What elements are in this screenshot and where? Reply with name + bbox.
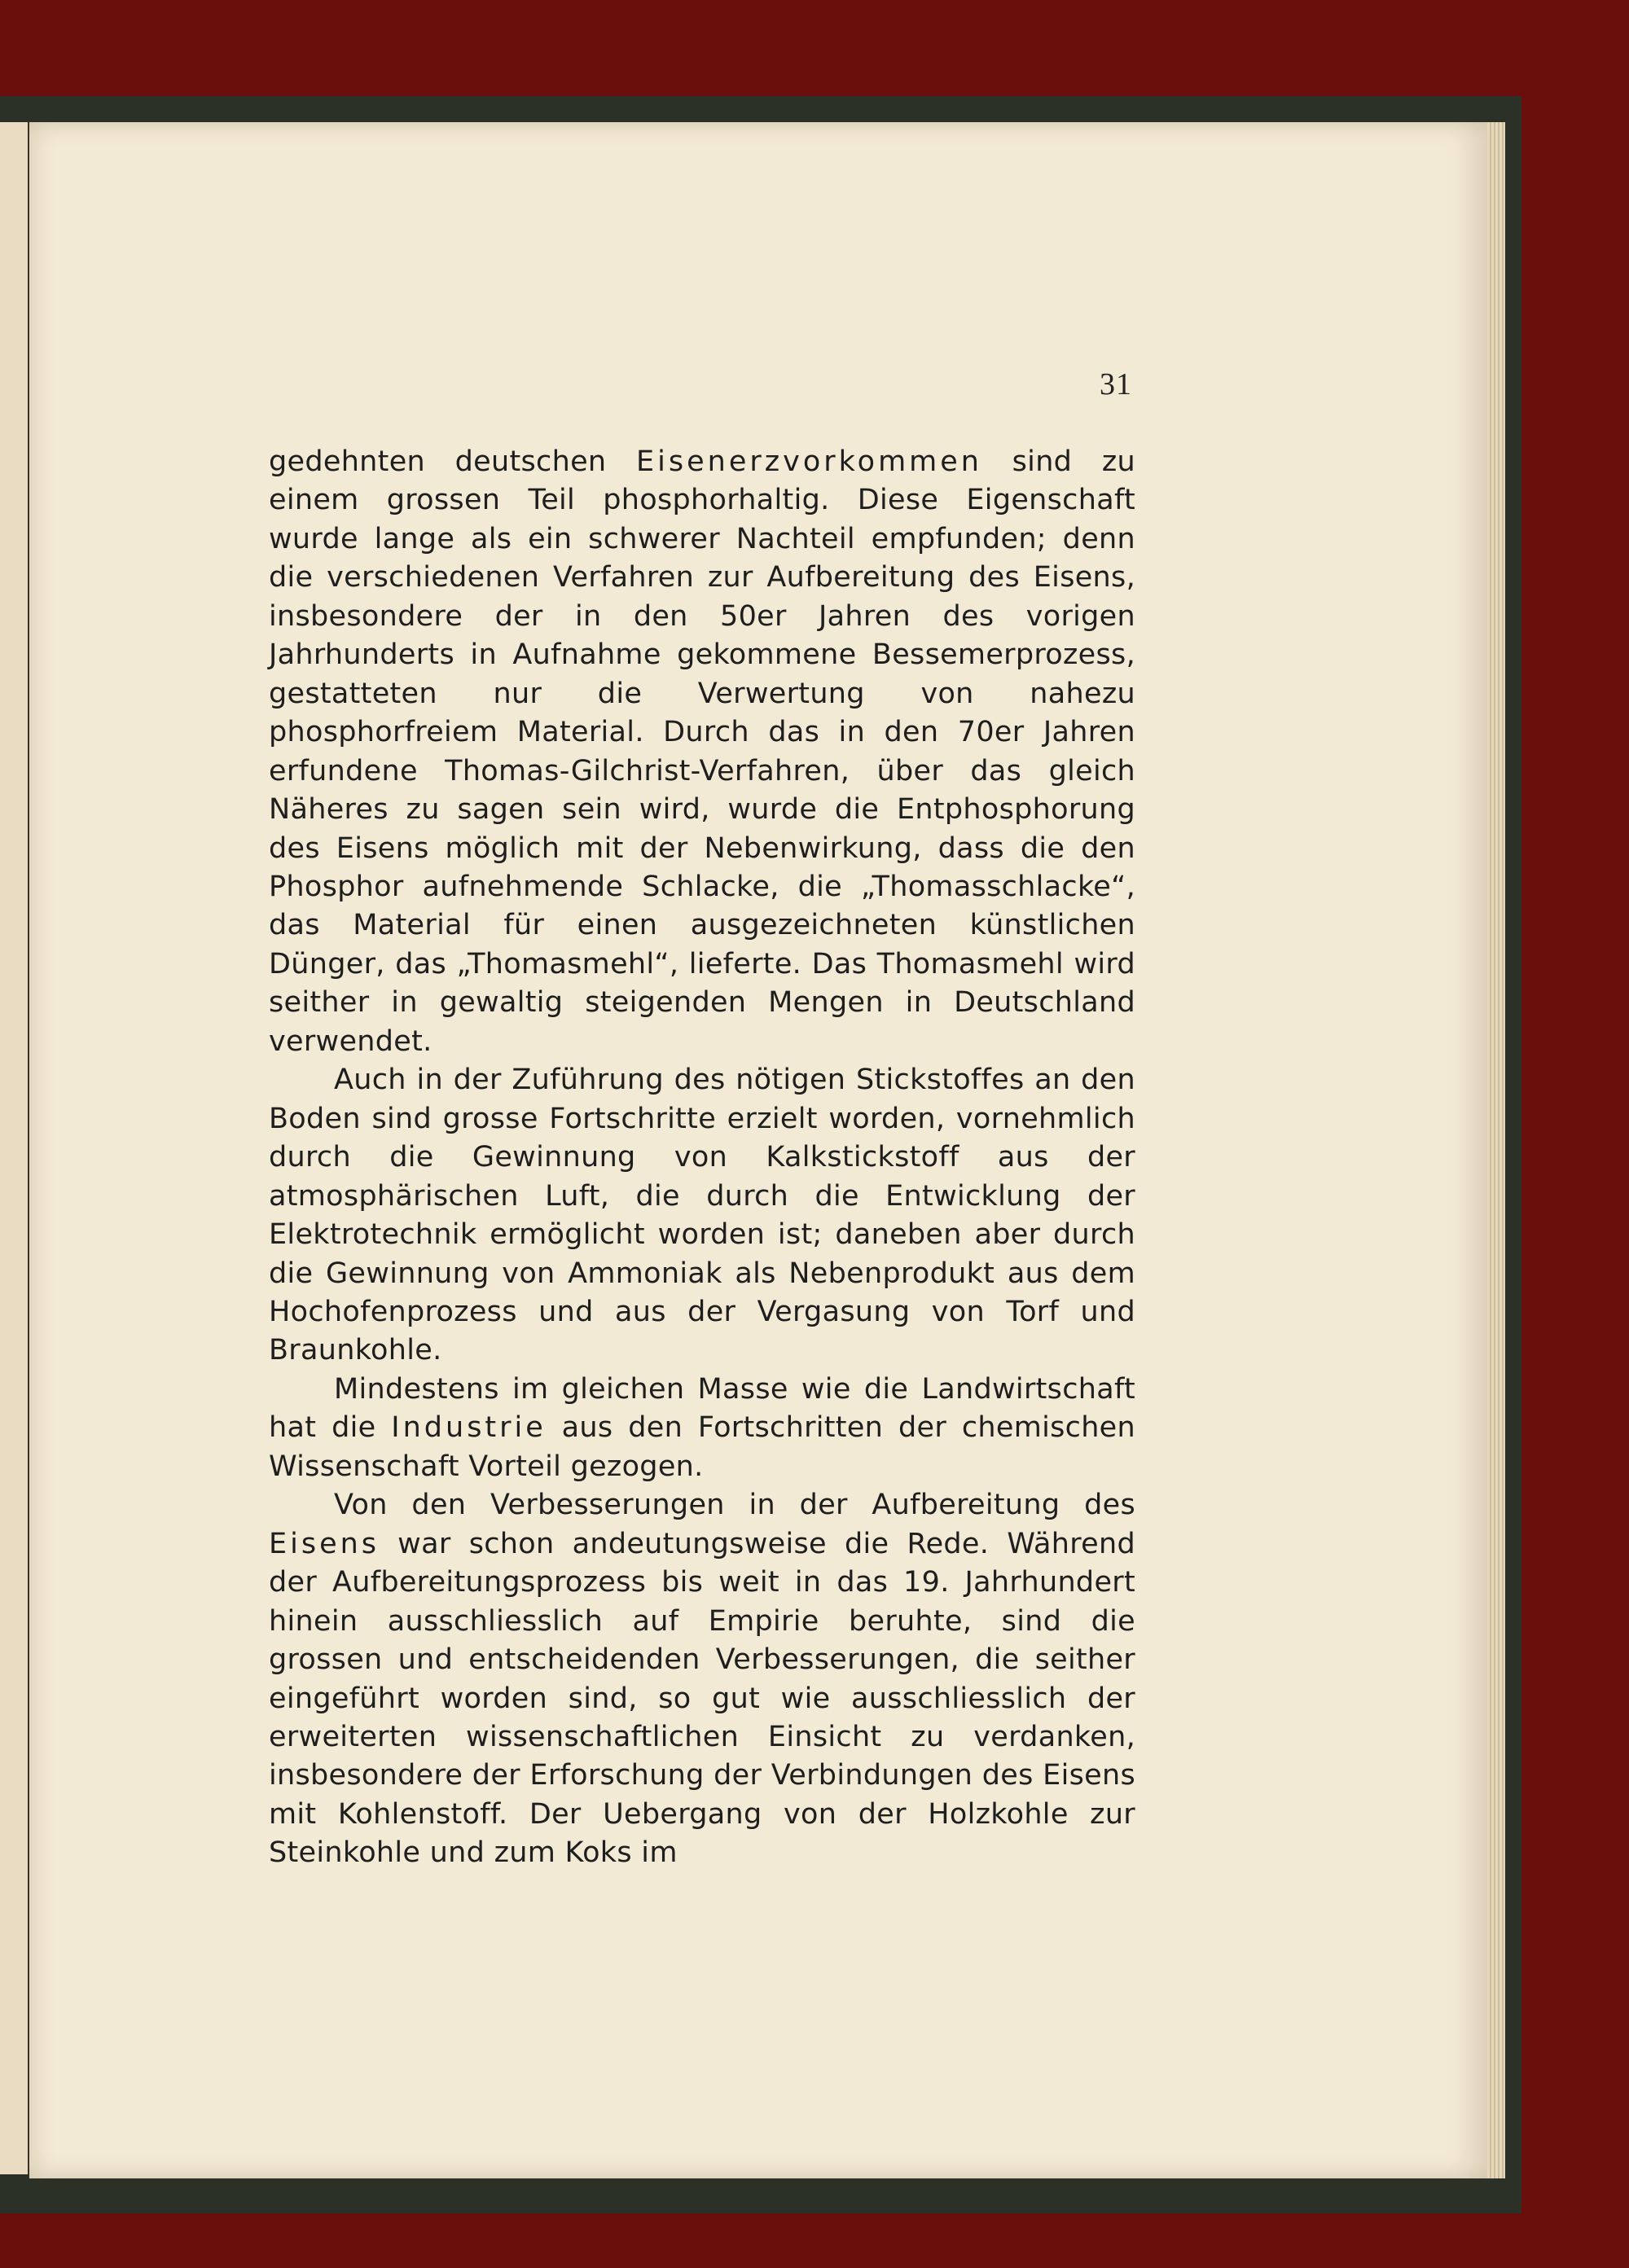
paragraph-3: Mindestens im gleichen Masse wie die Landwirtschaft hat die Industrie aus den Fortschritten der chemischen Wissenschaft Vorteil gezogen. <box>269 1372 1135 1483</box>
paragraph-4: Von den Verbesserungen in der Aufbereitung des Eisens war schon andeutungsweise die Rede. Während der Aufbereitungsprozess bis weit in das 19. Jahrhundert hinein ausschliesslich auf Empirie beruhte, sind die grossen und entscheidenden Verbesserungen, die seither eingeführt worden sind, so gut wie ausschliesslich der erweiterten wissenschaftlichen Einsicht zu verdanken, insbesondere der Erforschung der Verbindungen des Eisens mit Kohlenstoff. Der Uebergang von der Holzkohle zur Steinkohle und zum Koks im <box>269 1489 1135 1870</box>
emphasis-spaced: Eisenerzvorkommen <box>636 445 982 478</box>
emphasis-spaced: Eisens <box>269 1527 380 1560</box>
emphasis-spaced: Industrie <box>391 1411 547 1445</box>
facing-page-edge <box>0 122 30 2174</box>
paragraph-2: Auch in der Zuführung des nötigen Stickstoffes an den Boden sind grosse Fortschritte erzielt worden, vornehmlich durch die Gewinnung von Kalkstickstoff aus der atmosphärischen Luft, die durch die Entwicklung der Elektrotechnik ermöglicht worden ist; daneben aber durch die Gewinnung von Ammoniak als Nebenprodukt aus dem Hochofenprozess und aus der Vergasung von Torf und Braunkohle. <box>269 1064 1135 1367</box>
page-stack-edge <box>1487 122 1505 2178</box>
page-number: 31 <box>1100 367 1132 401</box>
paragraph-1: gedehnten deutschen Eisenerzvorkommen sind zu einem grossen Teil phosphorhaltig. Diese Eigenschaft wurde lange als ein schwerer Nachteil empfunden; denn die verschiedenen Verfahren zur Aufbereitung des Eisens, insbesondere der in den 50er Jahren des vorigen Jahrhunderts in Aufnahme gekommene Bessemerprozess, gestatteten nur die Verwertung von nahezu phosphorfreiem Material. Durch das in den 70er Jahren erfundene Thomas-Gilchrist-Verfahren, über das gleich Näheres zu sagen sein wird, wurde die Entphosphorung des Eisens möglich mit der Nebenwirkung, dass die den Phosphor aufnehmende Schlacke, die „Thomasschlacke“, das Material für einen ausgezeichneten künstlichen Dünger, das „Thomasmehl“, lieferte. Das Thomasmehl wird seither in gewaltig steigenden Mengen in Deutschland verwendet. <box>269 445 1135 1058</box>
body-text <box>269 443 1135 1873</box>
